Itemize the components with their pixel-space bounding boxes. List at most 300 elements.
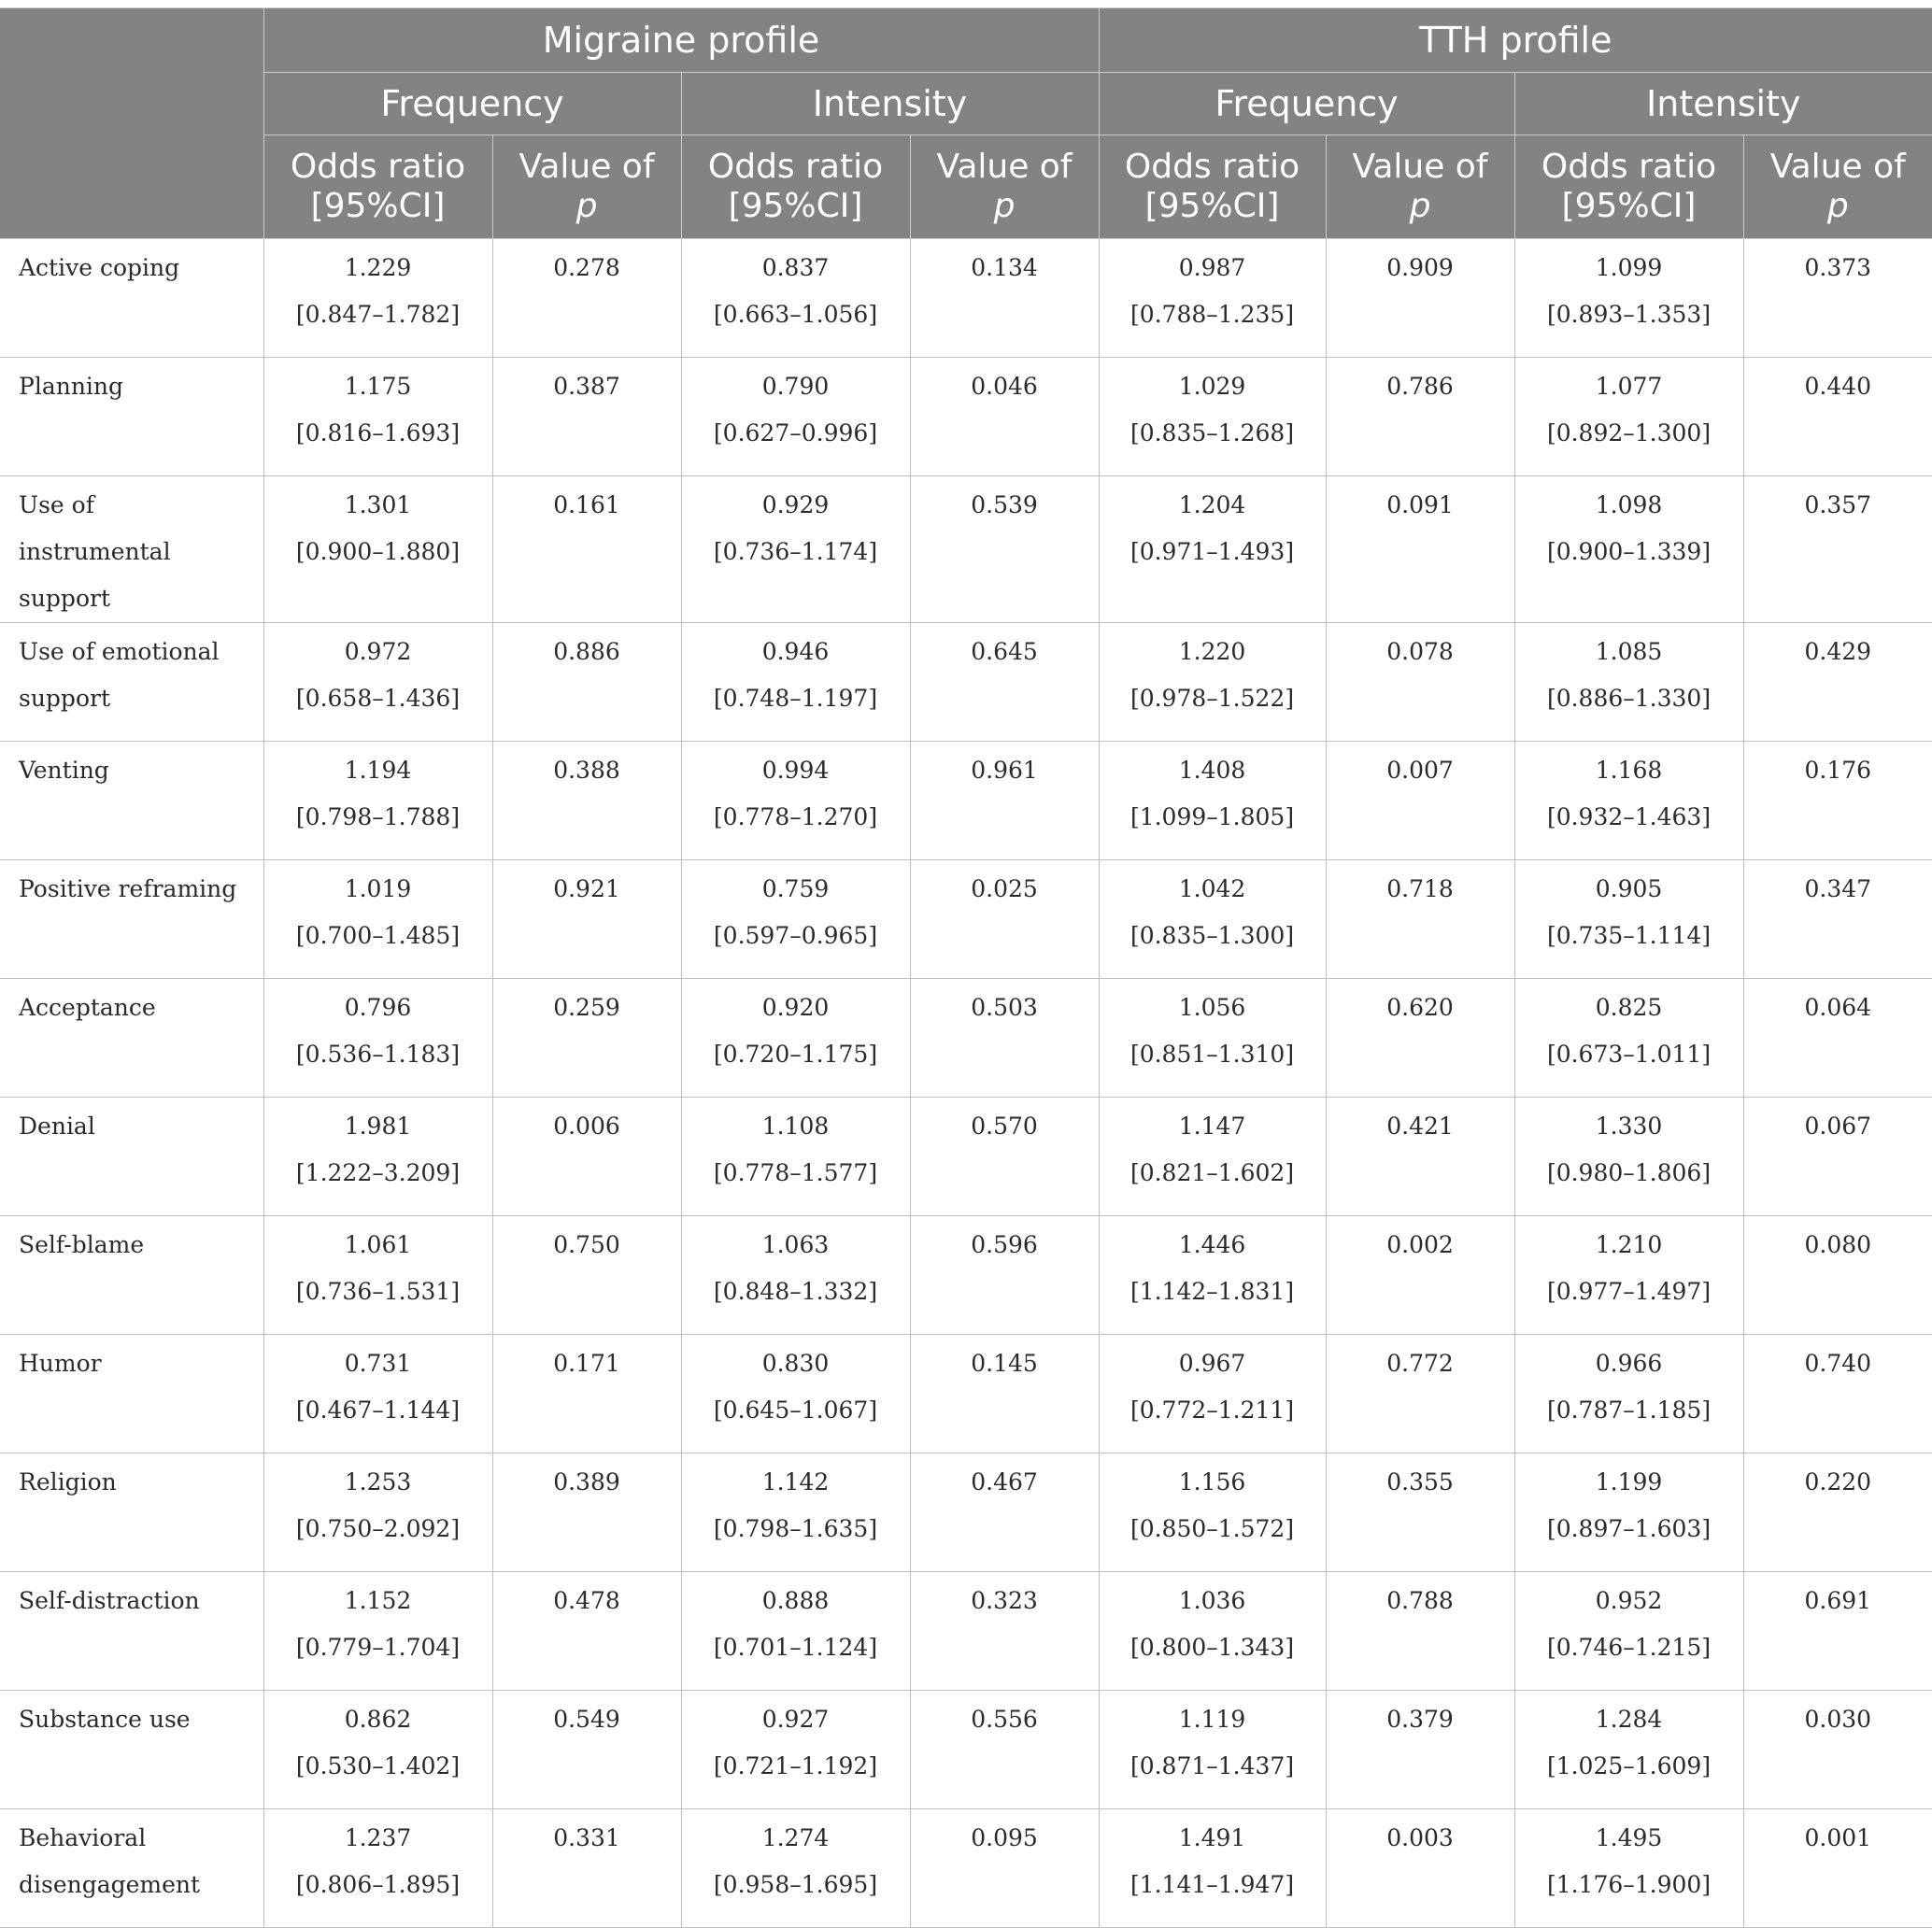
confidence-interval: [0.848–1.332] (713, 1278, 878, 1305)
odds-ratio-value: 1.274 (761, 1824, 830, 1851)
odds-ratio-cell (681, 239, 910, 358)
p-value: 0.620 (1386, 994, 1454, 1021)
migraine-intensity-header: Intensity (681, 73, 1099, 135)
p-value: 0.176 (1804, 757, 1872, 784)
p-value: 0.278 (553, 254, 620, 281)
odds-ratio-value: 0.731 (344, 1350, 412, 1377)
row-label-cell (0, 1691, 263, 1809)
p-value: 0.750 (553, 1231, 620, 1258)
odds-ratio-cell (1514, 1453, 1743, 1572)
ci-label: [95%CI] (1144, 187, 1280, 225)
table-row (0, 476, 1932, 623)
row-label: Self-blame (19, 1231, 145, 1258)
p-label: p (575, 187, 598, 225)
p-value-cell (1743, 1335, 1932, 1453)
confidence-interval: [0.720–1.175] (713, 1041, 878, 1068)
confidence-interval: [0.971–1.493] (1129, 538, 1295, 565)
ci-label: [95%CI] (728, 187, 863, 225)
p-value: 0.078 (1386, 638, 1454, 665)
row-label-cell (0, 623, 263, 742)
confidence-interval: [0.627–0.996] (713, 419, 878, 447)
p-value-cell (1326, 1216, 1514, 1335)
p-value-cell (492, 1216, 681, 1335)
odds-ratio-value: 1.152 (344, 1587, 412, 1614)
confidence-interval: [0.980–1.806] (1546, 1159, 1712, 1186)
p-value: 0.003 (1386, 1824, 1454, 1851)
odds-ratio-value: 1.408 (1178, 757, 1246, 784)
odds-ratio-cell (681, 623, 910, 742)
p-value: 0.429 (1804, 638, 1872, 665)
row-label: Denial (19, 1113, 95, 1140)
confidence-interval: [0.806–1.895] (295, 1871, 461, 1898)
confidence-interval: [0.467–1.144] (295, 1396, 461, 1424)
odds-ratio-value: 0.952 (1595, 1587, 1663, 1614)
odds-ratio-cell (681, 358, 910, 476)
odds-ratio-value: 1.085 (1595, 638, 1663, 665)
table-body (0, 239, 1932, 1928)
p-value-cell (1743, 476, 1932, 623)
confidence-interval: [0.897–1.603] (1546, 1515, 1712, 1542)
odds-ratio-value: 1.061 (344, 1231, 412, 1258)
row-label-cell (0, 860, 263, 979)
odds-ratio-value: 0.862 (344, 1706, 412, 1733)
p-value: 0.331 (553, 1824, 620, 1851)
table-row (0, 358, 1932, 476)
row-label-cell (0, 1453, 263, 1572)
row-label-cell (0, 1809, 263, 1928)
confidence-interval: [1.142–1.831] (1129, 1278, 1295, 1305)
row-label-cell (0, 742, 263, 860)
p-value: 0.064 (1804, 994, 1872, 1021)
ci-label: [95%CI] (310, 187, 446, 225)
table-row (0, 1453, 1932, 1572)
confidence-interval: [0.700–1.485] (295, 922, 461, 949)
odds-ratio-cell (1514, 979, 1743, 1098)
ci-label: [95%CI] (1561, 187, 1697, 225)
confidence-interval: [0.798–1.635] (713, 1515, 878, 1542)
p-value: 0.145 (971, 1350, 1038, 1377)
confidence-interval: [0.701–1.124] (713, 1634, 878, 1661)
row-label: Use of emotional support (19, 638, 220, 712)
odds-ratio-cell (1514, 1809, 1743, 1928)
odds-ratio-cell (1099, 358, 1326, 476)
odds-ratio-cell (263, 239, 492, 358)
odds-ratio-value: 1.142 (761, 1468, 830, 1496)
odds-ratio-value: 1.156 (1178, 1468, 1246, 1496)
row-label: Positive reframing (19, 875, 237, 902)
p-value-cell (1743, 1691, 1932, 1809)
p-value-cell (492, 1453, 681, 1572)
confidence-interval: [0.977–1.497] (1546, 1278, 1712, 1305)
odds-ratio-value: 1.042 (1178, 875, 1246, 902)
odds-ratio-cell (263, 1572, 492, 1691)
confidence-interval: [0.779–1.704] (295, 1634, 461, 1661)
confidence-interval: [0.978–1.522] (1129, 685, 1295, 712)
p-value: 0.921 (553, 875, 620, 902)
odds-ratio-header (1099, 135, 1326, 239)
table-row (0, 1572, 1932, 1691)
p-label: p (1826, 187, 1849, 225)
confidence-interval: [1.099–1.805] (1129, 803, 1295, 830)
p-value-cell (1326, 623, 1514, 742)
odds-ratio-cell (263, 1691, 492, 1809)
odds-ratio-value: 1.029 (1178, 373, 1246, 400)
odds-ratio-value: 1.098 (1595, 491, 1663, 518)
p-value: 0.389 (553, 1468, 620, 1496)
corner-header-cell (0, 8, 263, 239)
confidence-interval: [0.597–0.965] (713, 922, 878, 949)
odds-ratio-cell (681, 1691, 910, 1809)
confidence-interval: [0.746–1.215] (1546, 1634, 1712, 1661)
p-value: 0.379 (1386, 1706, 1454, 1733)
p-value-cell (910, 1572, 1099, 1691)
p-value-cell (910, 860, 1099, 979)
odds-ratio-value: 1.147 (1178, 1113, 1246, 1140)
confidence-interval: [0.932–1.463] (1546, 803, 1712, 830)
value-of-label: Value of (936, 148, 1073, 186)
p-value: 0.539 (971, 491, 1038, 518)
confidence-interval: [0.778–1.577] (713, 1159, 878, 1186)
table-header (0, 8, 1932, 239)
row-label: Planning (19, 373, 124, 400)
odds-ratio-cell (1514, 742, 1743, 860)
odds-ratio-label: Odds ratio (290, 148, 466, 186)
confidence-interval: [0.663–1.056] (713, 301, 878, 328)
odds-ratio-value: 0.825 (1595, 994, 1663, 1021)
odds-ratio-value: 1.284 (1595, 1706, 1663, 1733)
confidence-interval: [0.900–1.339] (1546, 538, 1712, 565)
odds-ratio-cell (263, 1335, 492, 1453)
odds-ratio-value: 0.946 (761, 638, 830, 665)
odds-ratio-value: 1.168 (1595, 757, 1663, 784)
p-value-cell (1326, 476, 1514, 623)
row-label-cell (0, 476, 263, 623)
p-value-cell (1743, 358, 1932, 476)
p-value-cell (1743, 623, 1932, 742)
p-value-cell (1326, 860, 1514, 979)
odds-ratio-value: 1.119 (1178, 1706, 1246, 1733)
odds-ratio-cell (1514, 476, 1743, 623)
odds-ratio-value: 0.905 (1595, 875, 1663, 902)
row-label-cell (0, 979, 263, 1098)
p-value-cell (910, 1098, 1099, 1216)
table-row (0, 1335, 1932, 1453)
row-label: Humor (19, 1350, 102, 1377)
odds-ratio-cell (1099, 979, 1326, 1098)
value-of-label: Value of (519, 148, 655, 186)
confidence-interval: [0.530–1.402] (295, 1752, 461, 1779)
p-value: 0.006 (553, 1113, 620, 1140)
odds-ratio-header (263, 135, 492, 239)
p-value: 0.046 (971, 373, 1038, 400)
row-label-cell (0, 1335, 263, 1453)
p-value: 0.503 (971, 994, 1038, 1021)
table-row (0, 623, 1932, 742)
p-value: 0.961 (971, 757, 1038, 784)
p-value-cell (910, 476, 1099, 623)
p-value-cell (1326, 1691, 1514, 1809)
odds-ratio-cell (1099, 1809, 1326, 1928)
odds-ratio-value: 0.837 (761, 254, 830, 281)
confidence-interval: [0.798–1.788] (295, 803, 461, 830)
p-value: 0.886 (553, 638, 620, 665)
odds-ratio-value: 1.199 (1595, 1468, 1663, 1496)
p-value: 0.478 (553, 1587, 620, 1614)
confidence-interval: [0.893–1.353] (1546, 301, 1712, 328)
p-value-cell (1743, 1809, 1932, 1928)
table-row (0, 1216, 1932, 1335)
odds-ratio-cell (681, 1098, 910, 1216)
odds-ratio-cell (681, 860, 910, 979)
odds-ratio-cell (1099, 1691, 1326, 1809)
odds-ratio-cell (681, 1809, 910, 1928)
confidence-interval: [1.176–1.900] (1546, 1871, 1712, 1898)
confidence-interval: [0.748–1.197] (713, 685, 878, 712)
migraine-profile-header: Migraine profile (263, 8, 1099, 73)
odds-ratio-cell (1099, 1335, 1326, 1453)
confidence-interval: [0.851–1.310] (1129, 1041, 1295, 1068)
confidence-interval: [1.141–1.947] (1129, 1871, 1295, 1898)
p-value-cell (492, 860, 681, 979)
p-value-cell (1326, 979, 1514, 1098)
p-value-cell (910, 1216, 1099, 1335)
p-value-cell (492, 623, 681, 742)
p-value: 0.323 (971, 1587, 1038, 1614)
confidence-interval: [0.778–1.270] (713, 803, 878, 830)
p-value: 0.259 (553, 994, 620, 1021)
odds-ratio-table (0, 7, 1932, 1928)
odds-ratio-cell (263, 623, 492, 742)
table-row (0, 239, 1932, 358)
p-value: 0.067 (1804, 1113, 1872, 1140)
p-value: 0.549 (553, 1706, 620, 1733)
odds-ratio-cell (681, 1216, 910, 1335)
p-value: 0.788 (1386, 1587, 1454, 1614)
p-value: 0.357 (1804, 491, 1872, 518)
p-value: 0.091 (1386, 491, 1454, 518)
row-label: Self-distraction (19, 1587, 200, 1614)
p-value: 0.220 (1804, 1468, 1872, 1496)
p-value-cell (1743, 1098, 1932, 1216)
p-value: 0.645 (971, 638, 1038, 665)
odds-ratio-cell (263, 979, 492, 1098)
odds-ratio-value: 1.077 (1595, 373, 1663, 400)
odds-ratio-value: 0.790 (761, 373, 830, 400)
odds-ratio-value: 1.301 (344, 491, 412, 518)
odds-ratio-cell (681, 476, 910, 623)
odds-ratio-cell (681, 1453, 910, 1572)
p-label: p (1409, 187, 1431, 225)
p-value-cell (1743, 1572, 1932, 1691)
odds-ratio-value: 1.981 (344, 1113, 412, 1140)
odds-ratio-value: 0.759 (761, 875, 830, 902)
odds-ratio-value: 1.099 (1595, 254, 1663, 281)
odds-ratio-cell (1099, 623, 1326, 742)
p-value-header (910, 135, 1099, 239)
p-value-cell (492, 1098, 681, 1216)
p-value-cell (492, 742, 681, 860)
p-value: 0.467 (971, 1468, 1038, 1496)
p-value: 0.355 (1386, 1468, 1454, 1496)
odds-ratio-value: 1.175 (344, 373, 412, 400)
odds-ratio-cell (263, 1216, 492, 1335)
odds-ratio-value: 0.987 (1178, 254, 1246, 281)
odds-ratio-value: 1.237 (344, 1824, 412, 1851)
confidence-interval: [0.850–1.572] (1129, 1515, 1295, 1542)
p-value: 0.002 (1386, 1231, 1454, 1258)
p-value-cell (1743, 1453, 1932, 1572)
odds-ratio-value: 1.194 (344, 757, 412, 784)
p-value: 0.718 (1386, 875, 1454, 902)
p-value: 0.596 (971, 1231, 1038, 1258)
p-value-cell (492, 239, 681, 358)
p-value-cell (492, 476, 681, 623)
confidence-interval: [0.787–1.185] (1546, 1396, 1712, 1424)
odds-ratio-label: Odds ratio (1541, 148, 1717, 186)
odds-ratio-cell (1514, 623, 1743, 742)
p-value-cell (910, 623, 1099, 742)
p-value: 0.373 (1804, 254, 1872, 281)
confidence-interval: [0.816–1.693] (295, 419, 461, 447)
odds-ratio-value: 0.920 (761, 994, 830, 1021)
odds-ratio-value: 1.108 (761, 1113, 830, 1140)
p-value: 0.909 (1386, 254, 1454, 281)
p-value: 0.772 (1386, 1350, 1454, 1377)
row-label: Substance use (19, 1706, 191, 1733)
p-value-cell (492, 358, 681, 476)
odds-ratio-value: 1.056 (1178, 994, 1246, 1021)
odds-ratio-label: Odds ratio (707, 148, 884, 186)
odds-ratio-cell (1099, 1098, 1326, 1216)
odds-ratio-value: 0.972 (344, 638, 412, 665)
p-value: 0.786 (1386, 373, 1454, 400)
confidence-interval: [0.835–1.268] (1129, 419, 1295, 447)
value-of-label: Value of (1769, 148, 1906, 186)
odds-ratio-cell (1514, 239, 1743, 358)
confidence-interval: [0.821–1.602] (1129, 1159, 1295, 1186)
odds-ratio-cell (681, 979, 910, 1098)
confidence-interval: [0.736–1.174] (713, 538, 878, 565)
confidence-interval: [0.835–1.300] (1129, 922, 1295, 949)
odds-ratio-header (681, 135, 910, 239)
p-value: 0.691 (1804, 1587, 1872, 1614)
odds-ratio-cell (1514, 1335, 1743, 1453)
p-value: 0.007 (1386, 757, 1454, 784)
confidence-interval: [0.721–1.192] (713, 1752, 878, 1779)
p-value: 0.388 (553, 757, 620, 784)
row-label: Active coping (19, 254, 180, 281)
confidence-interval: [0.673–1.011] (1546, 1041, 1712, 1068)
confidence-interval: [0.958–1.695] (713, 1871, 878, 1898)
p-value: 0.171 (553, 1350, 620, 1377)
odds-ratio-label: Odds ratio (1124, 148, 1300, 186)
confidence-interval: [0.900–1.880] (295, 538, 461, 565)
p-value-cell (910, 239, 1099, 358)
odds-ratio-cell (1099, 860, 1326, 979)
odds-ratio-cell (263, 742, 492, 860)
odds-ratio-value: 0.994 (761, 757, 830, 784)
confidence-interval: [0.886–1.330] (1546, 685, 1712, 712)
p-value-cell (1326, 1572, 1514, 1691)
table-row (0, 979, 1932, 1098)
table-row (0, 1098, 1932, 1216)
p-value: 0.095 (971, 1824, 1038, 1851)
odds-ratio-cell (1514, 358, 1743, 476)
p-value: 0.421 (1386, 1113, 1454, 1140)
p-value-cell (1743, 742, 1932, 860)
odds-ratio-cell (1514, 1216, 1743, 1335)
p-value-cell (1743, 860, 1932, 979)
p-value: 0.387 (553, 373, 620, 400)
p-value-cell (492, 1809, 681, 1928)
odds-ratio-cell (1514, 860, 1743, 979)
row-label-cell (0, 358, 263, 476)
p-value-cell (1326, 358, 1514, 476)
p-value: 0.347 (1804, 875, 1872, 902)
p-value: 0.556 (971, 1706, 1038, 1733)
odds-ratio-value: 0.796 (344, 994, 412, 1021)
p-value: 0.161 (553, 491, 620, 518)
row-label: Religion (19, 1468, 117, 1496)
p-value-cell (1326, 1453, 1514, 1572)
odds-ratio-cell (263, 1453, 492, 1572)
odds-ratio-value: 0.830 (761, 1350, 830, 1377)
odds-ratio-cell (681, 742, 910, 860)
odds-ratio-cell (263, 1809, 492, 1928)
p-value-header (1326, 135, 1514, 239)
odds-ratio-value: 1.019 (344, 875, 412, 902)
p-value-cell (1743, 239, 1932, 358)
row-label: Use of instrumental support (19, 491, 171, 612)
odds-ratio-cell (1099, 239, 1326, 358)
odds-ratio-cell (263, 358, 492, 476)
p-value: 0.030 (1804, 1706, 1872, 1733)
table-row (0, 742, 1932, 860)
odds-ratio-value: 0.927 (761, 1706, 830, 1733)
p-value-header (492, 135, 681, 239)
odds-ratio-cell (1514, 1098, 1743, 1216)
confidence-interval: [1.025–1.609] (1546, 1752, 1712, 1779)
p-value-cell (910, 1691, 1099, 1809)
p-value-cell (1326, 742, 1514, 860)
tth-frequency-header: Frequency (1099, 73, 1514, 135)
odds-ratio-cell (1514, 1572, 1743, 1691)
odds-ratio-cell (1099, 476, 1326, 623)
table-row (0, 1809, 1932, 1928)
odds-ratio-cell (263, 476, 492, 623)
odds-ratio-value: 1.229 (344, 254, 412, 281)
row-label: Venting (19, 757, 109, 784)
confidence-interval: [0.772–1.211] (1129, 1396, 1295, 1424)
odds-ratio-value: 1.446 (1178, 1231, 1246, 1258)
confidence-interval: [0.788–1.235] (1129, 301, 1295, 328)
confidence-interval: [0.871–1.437] (1129, 1752, 1295, 1779)
p-value-cell (492, 1691, 681, 1809)
table-row (0, 860, 1932, 979)
odds-ratio-value: 1.253 (344, 1468, 412, 1496)
odds-ratio-cell (1099, 742, 1326, 860)
p-value-cell (910, 742, 1099, 860)
p-value: 0.440 (1804, 373, 1872, 400)
odds-ratio-value: 0.888 (761, 1587, 830, 1614)
row-label-cell (0, 1572, 263, 1691)
odds-ratio-value: 1.495 (1595, 1824, 1663, 1851)
odds-ratio-cell (263, 1098, 492, 1216)
p-value-cell (1743, 1216, 1932, 1335)
p-label: p (993, 187, 1016, 225)
odds-ratio-value: 1.491 (1178, 1824, 1246, 1851)
row-label-cell (0, 1098, 263, 1216)
